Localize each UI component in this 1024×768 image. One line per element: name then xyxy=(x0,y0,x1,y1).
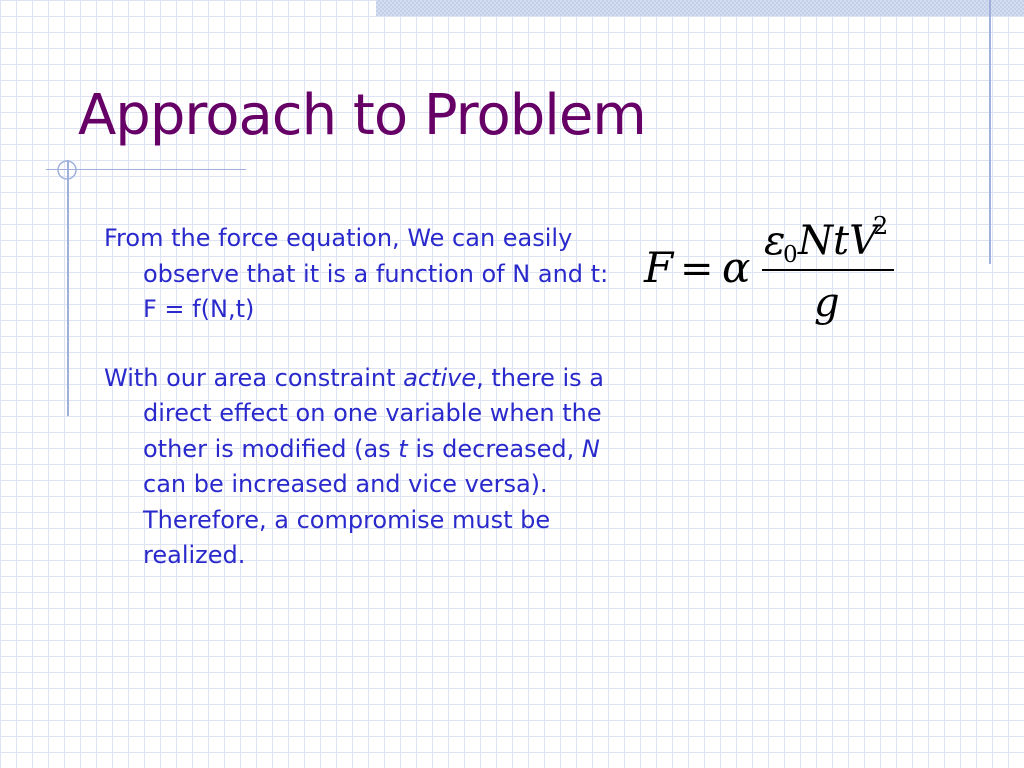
equation-epsilon: ε xyxy=(764,218,786,264)
slide-body xyxy=(104,221,609,574)
equation-exponent-two: 2 xyxy=(873,212,889,240)
paragraph2-text-1: With our area constraint xyxy=(104,363,404,392)
right-vertical-rule xyxy=(989,0,991,264)
equation-denominator-g: g xyxy=(814,280,840,326)
italic-t: t xyxy=(398,434,408,463)
equation-subscript-zero: 0 xyxy=(783,242,798,268)
paragraph2-text-4: can be increased and vice versa). Therefore, a compromise must be realized. xyxy=(143,470,551,569)
equation-numerator-vars: NtV xyxy=(798,218,878,264)
slide-title: Approach to Problem xyxy=(78,83,646,148)
equation-lhs-f: F xyxy=(644,243,674,292)
corner-circle-icon xyxy=(56,159,78,181)
equation-equals-sign: = xyxy=(680,246,714,292)
paragraph2-text-3: is decreased, xyxy=(407,434,582,463)
paragraph2-text-2: , there is a direct effect on one variable when the other is modified (as xyxy=(143,363,604,463)
italic-n: N xyxy=(581,434,600,463)
paragraph-area-constraint xyxy=(104,361,609,574)
paragraph-force-function: From the force equation, We can easily observe that it is a function of N and t: F = f(N,t) xyxy=(104,224,609,323)
italic-active: active xyxy=(403,363,477,392)
equation-alpha: α xyxy=(722,243,751,292)
left-vertical-rule xyxy=(67,160,69,416)
force-equation xyxy=(642,212,902,336)
top-decorative-band xyxy=(376,0,1024,16)
